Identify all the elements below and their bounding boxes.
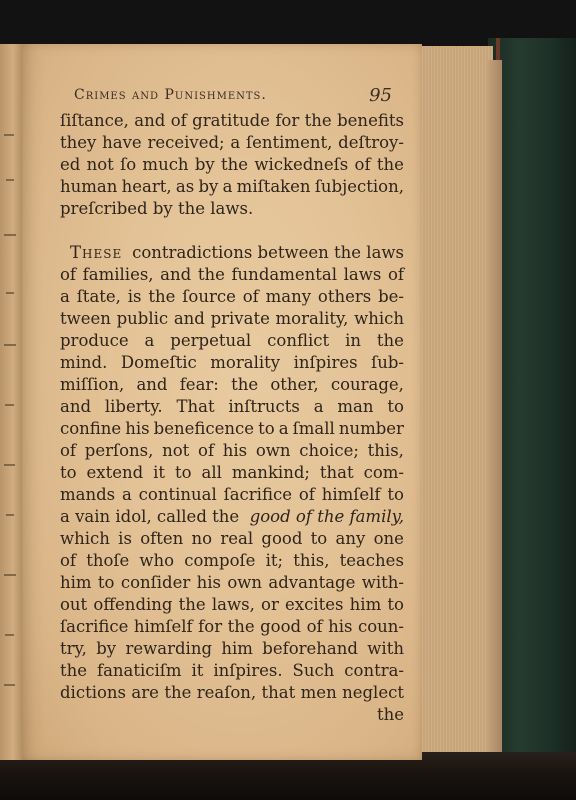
paragraph-2 — [60, 242, 404, 704]
line-rest: contradictions between the laws — [132, 243, 404, 262]
text-line: produce a perpetual conflict in the — [60, 331, 404, 350]
text-line: preſcribed by the laws. — [60, 199, 254, 218]
text-line: they have received; a ſentiment, deſtroy- — [60, 133, 404, 152]
text-line: him to conſider his own advantage with- — [60, 573, 404, 592]
text-line: mind. Domeſtic morality inſpires ſub- — [60, 353, 404, 372]
text-line: human heart, as by a miſtaken ſubjection, — [60, 177, 404, 196]
text-line: a ſtate, is the ſource of many others be- — [60, 287, 404, 306]
page-number: 95 — [369, 85, 392, 106]
running-head: Crimes and Punishments. — [74, 87, 267, 103]
text-line: of families, and the fundamental laws of — [60, 265, 404, 284]
page-stack-edge — [418, 46, 493, 762]
text-line: try, by rewarding him beforehand with — [60, 639, 404, 658]
text-line: and liberty. That inſtructs a man to — [60, 397, 404, 416]
text-line: dictions are the reaſon, that men neglect — [60, 683, 404, 702]
text-line: the fanaticiſm it inſpires. Such contra- — [60, 661, 404, 680]
text-line: out offending the laws, or excites him to — [60, 595, 404, 614]
line-start: a vain idol, called the — [60, 507, 240, 526]
text-line: ed not ſo much by the wickedneſs of the — [60, 155, 404, 174]
text-line — [60, 242, 404, 264]
paragraph-1 — [60, 110, 404, 220]
text-line: ſiſtance, and of gratitude for the benefits — [60, 111, 404, 130]
text-line: of thoſe who compoſe it; this, teaches — [60, 551, 404, 570]
drop-word: These — [70, 243, 123, 262]
fore-edge — [486, 60, 502, 756]
body-text — [60, 110, 404, 726]
italic-phrase: good of the family, — [249, 507, 404, 526]
catchword: the — [376, 705, 404, 724]
text-line: confine his beneficence to a ſmall number — [60, 419, 404, 438]
text-line: ſacrifice himſelf for the good of his coun- — [60, 617, 404, 636]
text-line: to extend it to all mankind; that com- — [60, 463, 404, 482]
text-line: tween public and private morality, which — [60, 309, 404, 328]
text-line: of perſons, not of his own choice; this, — [60, 441, 404, 460]
text-line: miſſion, and fear: the other, courage, — [60, 375, 404, 394]
page-header — [62, 87, 392, 111]
text-line — [60, 506, 404, 528]
text-line: which is often no real good to any one — [60, 529, 404, 548]
text-line: mands a continual ſacrifice of himſelf to — [60, 485, 404, 504]
